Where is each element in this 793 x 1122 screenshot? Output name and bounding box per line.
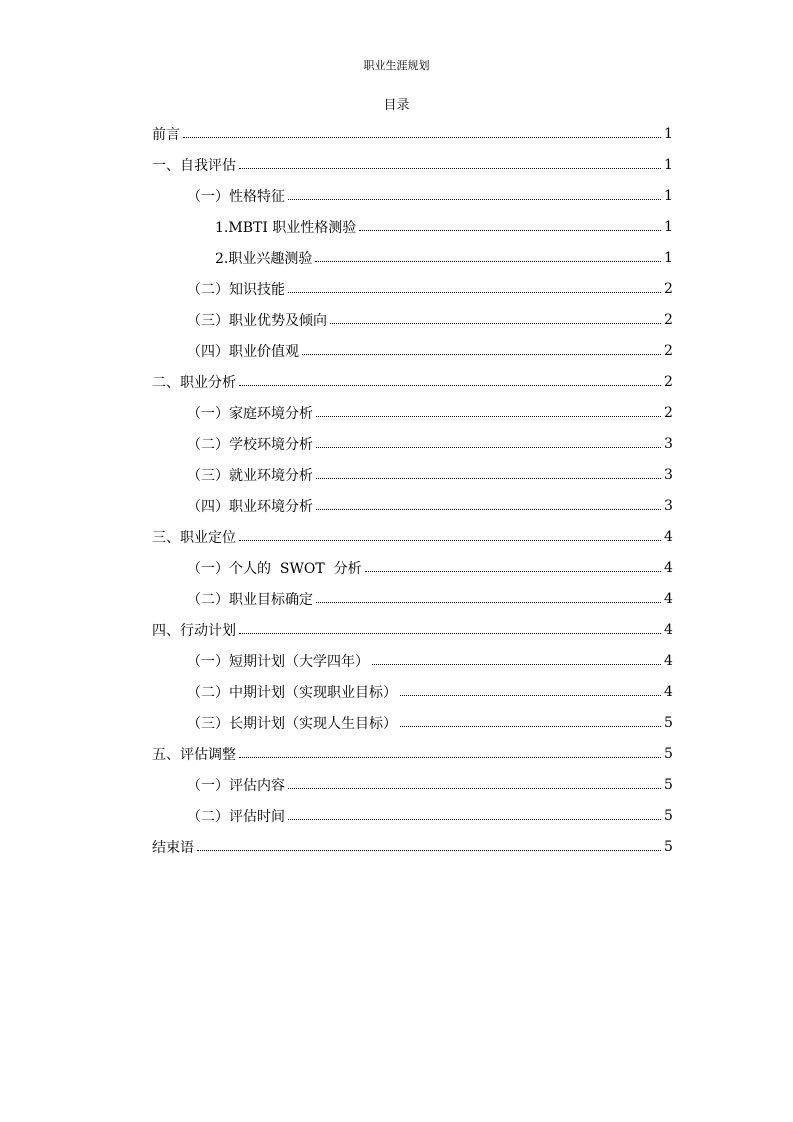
toc-entry[interactable] bbox=[152, 769, 672, 800]
toc-entry-label: 四、行动计划 bbox=[152, 622, 236, 639]
toc-leader-dots bbox=[330, 323, 661, 324]
toc-entry[interactable] bbox=[152, 149, 672, 180]
toc-entry[interactable] bbox=[152, 521, 672, 552]
toc-entry-label: 结束语 bbox=[152, 839, 194, 856]
toc-entry-label: 二、职业分析 bbox=[152, 374, 236, 391]
toc-entry[interactable] bbox=[152, 304, 672, 335]
toc-entry[interactable] bbox=[152, 583, 672, 614]
toc-entry[interactable] bbox=[152, 614, 672, 645]
toc-page-number: 4 bbox=[664, 528, 673, 545]
toc-leader-dots bbox=[315, 261, 661, 262]
toc-entry-label: （三）就业环境分析 bbox=[187, 467, 313, 484]
toc-entry[interactable] bbox=[152, 676, 672, 707]
toc-page-number: 3 bbox=[664, 466, 673, 483]
toc-leader-dots bbox=[288, 788, 661, 789]
toc-entry[interactable] bbox=[152, 645, 672, 676]
toc-page-number: 2 bbox=[664, 342, 673, 359]
toc-page-number: 5 bbox=[664, 776, 673, 793]
toc-page-number: 3 bbox=[664, 435, 673, 452]
toc-leader-dots bbox=[239, 540, 661, 541]
toc-page-number: 2 bbox=[664, 311, 673, 328]
toc-entry[interactable] bbox=[152, 800, 672, 831]
toc-leader-dots bbox=[400, 726, 661, 727]
toc-entry[interactable] bbox=[152, 831, 672, 862]
toc-leader-dots bbox=[239, 633, 661, 634]
toc-leader-dots bbox=[316, 447, 661, 448]
toc-entry[interactable] bbox=[152, 273, 672, 304]
toc-entry[interactable] bbox=[152, 180, 672, 211]
toc-entry[interactable] bbox=[152, 242, 672, 273]
toc-entry[interactable] bbox=[152, 335, 672, 366]
toc-page-number: 1 bbox=[664, 156, 673, 173]
toc-page-number: 1 bbox=[664, 125, 673, 142]
toc-page-number: 4 bbox=[664, 590, 673, 607]
toc-entry-label: （一）评估内容 bbox=[187, 777, 285, 794]
toc-page-number: 5 bbox=[664, 807, 673, 824]
toc-leader-dots bbox=[288, 292, 661, 293]
toc-entry-label: （二）中期计划（实现职业目标） bbox=[187, 684, 397, 701]
toc-leader-dots bbox=[197, 850, 661, 851]
toc-entry-label: （二）职业目标确定 bbox=[187, 591, 313, 608]
toc-entry[interactable] bbox=[152, 397, 672, 428]
toc-entry[interactable] bbox=[152, 490, 672, 521]
toc-entry-label: 2.职业兴趣测验 bbox=[215, 250, 313, 267]
toc-leader-dots bbox=[239, 385, 661, 386]
toc-page-number: 5 bbox=[664, 745, 673, 762]
toc-entry[interactable] bbox=[152, 552, 672, 583]
toc-entry-label: （三）长期计划（实现人生目标） bbox=[187, 715, 397, 732]
toc-entry-label: （四）职业环境分析 bbox=[187, 498, 313, 515]
toc-leader-dots bbox=[316, 602, 661, 603]
toc-page-number: 4 bbox=[664, 621, 673, 638]
toc-page-number: 1 bbox=[664, 249, 673, 266]
toc-entry-label: （二）学校环境分析 bbox=[187, 436, 313, 453]
toc-page-number: 5 bbox=[664, 838, 673, 855]
toc-entry-label: （一）家庭环境分析 bbox=[187, 405, 313, 422]
toc-page-number: 4 bbox=[664, 652, 673, 669]
toc-page-number: 4 bbox=[664, 559, 673, 576]
toc-entry[interactable] bbox=[152, 366, 672, 397]
toc-page-number: 2 bbox=[664, 373, 673, 390]
toc-leader-dots bbox=[365, 571, 661, 572]
toc-entry-label: （一）性格特征 bbox=[187, 188, 285, 205]
toc-leader-dots bbox=[288, 819, 661, 820]
table-of-contents bbox=[152, 118, 672, 862]
toc-page-number: 2 bbox=[664, 404, 673, 421]
toc-page-number: 5 bbox=[664, 714, 673, 731]
toc-page-number: 1 bbox=[664, 218, 673, 235]
toc-leader-dots bbox=[239, 168, 661, 169]
toc-leader-dots bbox=[288, 199, 661, 200]
toc-entry-label: 一、自我评估 bbox=[152, 157, 236, 174]
toc-entry[interactable] bbox=[152, 738, 672, 769]
toc-leader-dots bbox=[239, 757, 661, 758]
toc-leader-dots bbox=[316, 509, 661, 510]
toc-entry-label: 1.MBTI 职业性格测验 bbox=[215, 219, 357, 236]
toc-leader-dots bbox=[359, 230, 661, 231]
toc-entry-label: （四）职业价值观 bbox=[187, 343, 299, 360]
toc-entry[interactable] bbox=[152, 428, 672, 459]
toc-leader-dots bbox=[400, 695, 661, 696]
toc-entry-label: 前言 bbox=[152, 126, 180, 143]
toc-leader-dots bbox=[316, 416, 661, 417]
toc-entry-label: （一）短期计划（大学四年） bbox=[187, 653, 369, 670]
toc-page-number: 1 bbox=[664, 187, 673, 204]
toc-leader-dots bbox=[372, 664, 661, 665]
toc-page-number: 4 bbox=[664, 683, 673, 700]
toc-entry-label: （二）评估时间 bbox=[187, 808, 285, 825]
toc-title: 目录 bbox=[383, 98, 410, 113]
toc-page-number: 3 bbox=[664, 497, 673, 514]
toc-entry-label: （二）知识技能 bbox=[187, 281, 285, 298]
toc-leader-dots bbox=[316, 478, 661, 479]
toc-page-number: 2 bbox=[664, 280, 673, 297]
toc-entry[interactable] bbox=[152, 459, 672, 490]
toc-entry[interactable] bbox=[152, 707, 672, 738]
page-header: 职业生涯规划 bbox=[363, 59, 430, 72]
toc-entry-label: 三、职业定位 bbox=[152, 529, 236, 546]
toc-leader-dots bbox=[302, 354, 661, 355]
toc-leader-dots bbox=[183, 137, 661, 138]
toc-entry[interactable] bbox=[152, 118, 672, 149]
toc-entry-label: （三）职业优势及倾向 bbox=[187, 312, 327, 329]
toc-entry-label: 五、评估调整 bbox=[152, 746, 236, 763]
toc-entry-label: （一）个人的 SWOT 分析 bbox=[187, 560, 362, 577]
toc-entry[interactable] bbox=[152, 211, 672, 242]
